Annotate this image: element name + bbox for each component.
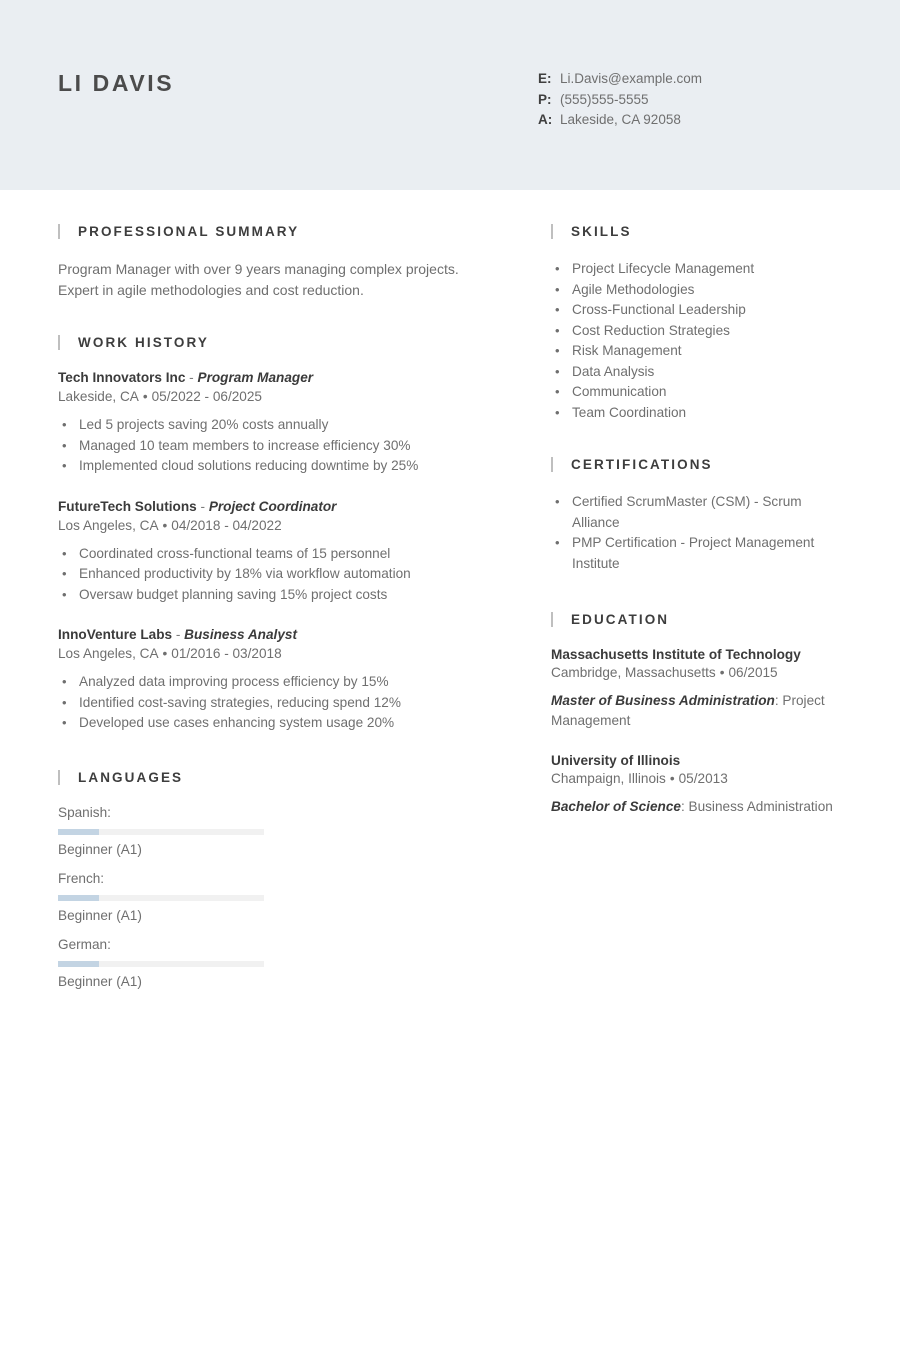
education-entry: [551, 647, 851, 731]
job-bullets: [58, 672, 498, 734]
job-bullet: • Identified cost-saving strategies, reducing spend 12%: [58, 693, 498, 714]
job-role: Business Analyst: [184, 627, 297, 642]
section-title: WORK HISTORY: [78, 335, 209, 350]
language-name: French:: [58, 870, 105, 886]
work-history-entry: [58, 499, 498, 606]
job-dates: 04/2018 - 04/2022: [171, 517, 282, 533]
skill-item: • Team Coordination: [551, 403, 851, 424]
accent-bar-icon: [551, 612, 553, 627]
bullet-separator-icon: •: [669, 771, 675, 786]
contact-label: A:: [538, 112, 553, 127]
section-work-history: [58, 335, 498, 734]
job-bullet: • Coordinated cross-functional teams of 15 personnel: [58, 544, 498, 565]
language-proficiency-track: [58, 895, 264, 901]
skill-item: • Data Analysis: [551, 362, 851, 383]
education-meta: [551, 771, 851, 786]
job-bullets: [58, 415, 498, 477]
accent-bar-icon: [58, 335, 60, 350]
language-item: [58, 937, 286, 989]
skill-item: • Project Lifecycle Management: [551, 259, 851, 280]
section-title: LANGUAGES: [78, 769, 184, 785]
language-name: German:: [58, 936, 111, 952]
work-history-entry: [58, 627, 498, 734]
job-separator: -: [185, 370, 198, 385]
bullet-separator-icon: •: [719, 665, 725, 680]
language-proficiency-track: [58, 829, 264, 835]
section-title: PROFESSIONAL SUMMARY: [78, 224, 300, 239]
job-title-line: [58, 627, 498, 642]
job-location: Los Angeles, CA: [58, 646, 159, 661]
skill-item: • Risk Management: [551, 341, 851, 362]
job-dates: 05/2022 - 06/2025: [151, 389, 262, 404]
left-column: [58, 224, 498, 1029]
language-proficiency-track: [58, 961, 264, 967]
certifications-list: [551, 492, 851, 574]
language-item: [58, 871, 286, 923]
job-title-line: [58, 499, 498, 514]
language-level: Beginner (A1): [58, 841, 142, 857]
section-title: EDUCATION: [571, 612, 670, 627]
skill-item: • Agile Methodologies: [551, 280, 851, 301]
section-skills: [551, 224, 851, 423]
education-date: 05/2013: [678, 771, 728, 786]
education-degree: Master of Business Administration: [551, 693, 775, 708]
certification-item: • PMP Certification - Project Management Institute: [551, 533, 851, 574]
education-location: Champaign, Illinois: [551, 771, 666, 786]
right-column: [551, 224, 851, 843]
language-proficiency-fill: [58, 895, 99, 901]
language-item: [58, 805, 286, 857]
candidate-name: LI DAVIS: [58, 70, 175, 96]
education-location: Cambridge, Massachusetts: [551, 665, 716, 680]
section-heading: [551, 457, 851, 472]
accent-bar-icon: [551, 457, 553, 472]
work-history-list: [58, 370, 498, 734]
bullet-separator-icon: •: [162, 646, 168, 661]
job-bullet: • Led 5 projects saving 20% costs annually: [58, 415, 498, 436]
skills-list: [551, 259, 851, 423]
accent-bar-icon: [551, 224, 553, 239]
skill-item: • Cross-Functional Leadership: [551, 300, 851, 321]
job-bullet: • Analyzed data improving process efficiency by 15%: [58, 672, 498, 693]
job-location: Los Angeles, CA: [58, 517, 159, 533]
contact-value-phone: (555)555-5555: [560, 91, 649, 107]
section-education: [551, 612, 851, 817]
job-separator: -: [196, 498, 209, 514]
education-degree-line: [551, 797, 851, 817]
section-title: SKILLS: [571, 224, 632, 239]
job-title-line: [58, 370, 498, 385]
education-field: : Project Management: [551, 693, 825, 728]
resume-body: [0, 190, 900, 989]
job-bullet: • Oversaw budget planning saving 15% project costs: [58, 585, 498, 606]
education-entry: [551, 753, 851, 817]
job-bullets: [58, 544, 498, 606]
skill-item: • Communication: [551, 382, 851, 403]
job-bullet: • Managed 10 team members to increase efficiency 30%: [58, 436, 498, 457]
accent-bar-icon: [58, 770, 60, 785]
education-list: [551, 647, 851, 817]
education-degree-line: [551, 691, 851, 731]
contact-value-email: Li.Davis@example.com: [560, 71, 703, 86]
contact-block: [538, 69, 702, 131]
bullet-separator-icon: •: [142, 389, 148, 404]
job-role: Program Manager: [197, 370, 314, 385]
job-company: InnoVenture Labs: [58, 627, 173, 642]
education-school: Massachusetts Institute of Technology: [551, 647, 801, 662]
education-school: University of Illinois: [551, 753, 681, 768]
job-meta: [58, 389, 498, 404]
job-bullet: • Developed use cases enhancing system usage 20%: [58, 713, 498, 734]
section-heading: [58, 770, 498, 785]
certification-item: • Certified ScrumMaster (CSM) - Scrum Alliance: [551, 492, 851, 533]
resume-header: [0, 0, 900, 190]
language-proficiency-fill: [58, 961, 99, 967]
section-certifications: [551, 457, 851, 574]
section-heading: [58, 335, 498, 350]
job-separator: -: [172, 627, 185, 642]
education-field: : Business Administration: [680, 799, 833, 814]
education-meta: [551, 665, 851, 680]
language-proficiency-fill: [58, 829, 99, 835]
language-level: Beginner (A1): [58, 973, 142, 989]
section-heading: [551, 224, 851, 239]
work-history-entry: [58, 370, 498, 477]
job-bullet: • Enhanced productivity by 18% via workflow automation: [58, 564, 498, 585]
skill-item: • Cost Reduction Strategies: [551, 321, 851, 342]
job-bullet: • Implemented cloud solutions reducing downtime by 25%: [58, 456, 498, 477]
summary-text: Program Manager with over 9 years managing complex projects. Expert in agile methodologies and cost reduction.: [58, 261, 459, 298]
job-dates: 01/2016 - 03/2018: [171, 646, 282, 661]
job-company: Tech Innovators Inc: [58, 370, 186, 385]
section-heading: [58, 224, 498, 239]
contact-label: P:: [538, 91, 552, 107]
bullet-separator-icon: •: [162, 517, 168, 533]
languages-list: [58, 805, 498, 1003]
language-level: Beginner (A1): [58, 907, 142, 923]
section-title: CERTIFICATIONS: [571, 457, 713, 472]
job-role: Project Coordinator: [208, 498, 337, 514]
job-location: Lakeside, CA: [58, 389, 139, 404]
section-professional-summary: [58, 224, 498, 301]
accent-bar-icon: [58, 224, 60, 239]
job-company: FutureTech Solutions: [58, 498, 197, 514]
contact-value-address: Lakeside, CA 92058: [560, 112, 681, 127]
job-meta: [58, 518, 498, 533]
education-degree: Bachelor of Science: [551, 799, 681, 814]
contact-row-address: [538, 110, 702, 131]
language-name: Spanish:: [58, 804, 111, 820]
section-heading: [551, 612, 851, 627]
contact-row-phone: [538, 90, 702, 111]
contact-row-email: [538, 69, 702, 90]
job-meta: [58, 646, 498, 661]
contact-label: E:: [538, 71, 552, 86]
education-date: 06/2015: [728, 665, 778, 680]
section-languages: [58, 770, 498, 1003]
